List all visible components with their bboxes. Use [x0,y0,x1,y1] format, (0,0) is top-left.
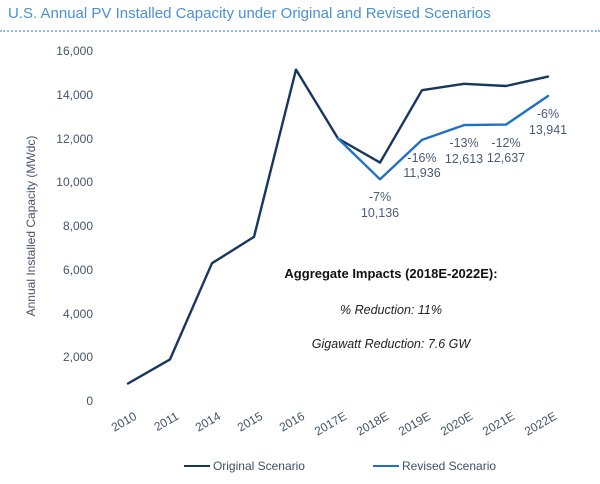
legend-line-swatch [373,465,399,467]
annotation-percent: -12% [491,135,521,150]
x-tick-label: 2021E [479,409,517,439]
y-axis-title: Annual Installed Capacity (MWdc) [24,135,38,317]
annotation-value: 13,941 [528,122,568,137]
y-tick-label: 16,000 [56,44,93,58]
annotation-2021e [462,136,550,167]
x-tick-label: 2022E [521,409,559,439]
legend-label: Original Scenario [212,459,305,473]
gigawatt-reduction-text: Gigawatt Reduction: 7.6 GW [311,337,471,351]
y-tick-label: 4,000 [62,306,93,321]
x-tick-label: 2020E [437,409,475,439]
x-tick-label: 2014 [192,409,223,435]
legend-item-revised-scenario [373,459,496,473]
annotation-percent: -6% [536,107,560,122]
x-tick-label: 2010 [108,409,139,435]
annotation-percent: -7% [368,190,392,205]
y-tick-label: 2,000 [62,350,93,365]
aggregate-impacts-heading: Aggregate Impacts (2018E-2022E): [284,266,498,281]
legend-item-original-scenario [184,459,305,473]
x-tick-label: 2015 [234,409,265,435]
y-tick-label: 10,000 [56,175,93,190]
y-tick-label: 12,000 [56,131,93,146]
annotation-2018e [336,190,424,221]
y-tick-label: 14,000 [56,87,93,102]
x-tick-label: 2017E [311,409,349,439]
y-tick-label: 6,000 [62,262,93,277]
annotation-2022e [504,107,592,138]
chart-title: U.S. Annual PV Installed Capacity under Original and Revised Scenarios [8,5,491,22]
annotation-percent: -13% [449,136,479,151]
y-tick-label: 0 [86,394,93,408]
x-tick-label: 2011 [151,409,181,435]
annotation-percent: -16% [407,150,437,165]
x-tick-label: 2018E [353,409,391,439]
legend-label: Revised Scenario [401,459,497,473]
annotation-value: 10,136 [360,205,400,220]
annotation-value: 12,637 [486,151,526,166]
annotation-value: 11,936 [403,166,441,181]
y-tick-label: 8,000 [62,219,93,233]
aggregate-impacts-block [238,266,544,351]
percent-reduction-text: % Reduction: 11% [340,303,442,317]
legend-line-swatch [184,465,210,467]
x-tick-label: 2016 [276,409,307,435]
x-tick-label: 2019E [395,409,433,439]
chart-legend [80,459,600,473]
annotation-value: 12,613 [444,151,484,166]
